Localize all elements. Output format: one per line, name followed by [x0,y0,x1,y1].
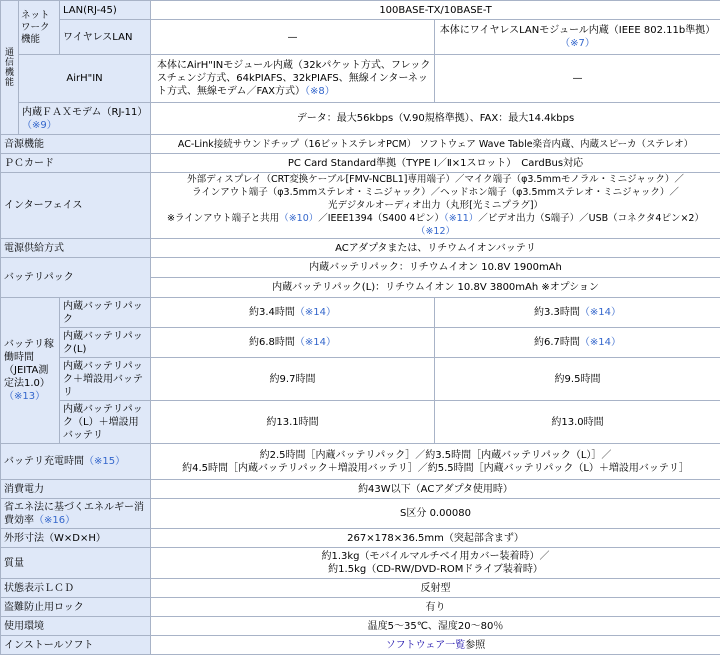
row-runtime-3 [1,358,720,401]
rt2-right-note: （※14） [579,337,621,348]
rt1-left-note: （※14） [294,307,336,318]
if-line-2: ラインアウト端子（φ3.5mmステレオ・ミニジャック）／ヘッドホン端子（φ3.5mmステレオ・ミニジャック）／ [192,187,679,198]
wlan-left: — [151,20,435,55]
airh-note: （※8） [305,86,335,97]
if-line-4 [152,212,719,238]
if-line-4c: ／ビデオ出力（S端子）／USB（コネクタ4ピン×2） [478,213,704,224]
runtime-label [1,298,60,444]
charge-note: （※15） [84,456,126,467]
runtime-note: （※13） [4,391,46,402]
rt2-label: 内蔵バッテリパック(L) [60,328,151,358]
software-list-link[interactable]: ソフトウェア一覧 [385,639,466,651]
wlan-label: ワイヤレスLAN [60,20,151,55]
charge-line-1: 約2.5時間［内蔵バッテリパック］／約3.5時間［内蔵バッテリパック（L）］／ [259,449,612,461]
charge-line-2: 約4.5時間［内蔵バッテリパック＋増設用バッテリ］／約5.5時間［内蔵バッテリパック（L）＋増設用バッテリ］ [182,462,689,474]
rt1-label: 内蔵バッテリパック [60,298,151,328]
wlan-right [435,20,720,55]
airh-right: — [435,55,720,103]
if-line-3: 光デジタルオーディオ出力（丸形[光ミニプラグ]） [327,200,544,211]
consumption-label: 消費電力 [1,480,151,499]
dimensions-value: 267×178×36.5mm（突起部含まず） [151,529,720,548]
audio-value: AC-Link接続サウンドチップ（16ビットステレオPCM） ソフトウェア Wave Table楽音内蔵、内蔵スピーカ（ステレオ） [151,135,720,154]
rt3-label: 内蔵バッテリパック＋増設用バッテリ [60,358,151,401]
airh-left [151,55,435,103]
charge-label [1,444,151,480]
mass-value [151,548,720,579]
row-runtime-1 [1,298,720,328]
row-airh [1,55,720,103]
lock-label: 盗難防止用ロック [1,598,151,617]
row-wlan [1,20,720,55]
fax-value: データ：最大56kbps（V.90規格準拠）、FAX：最大14.4kbps [151,103,720,135]
rt1-right-text: 約3.3時間 [533,307,580,318]
battery-value-2: 内蔵バッテリパック(L)：リチウムイオン 10.8V 3800mAh ※オプション [151,278,720,298]
wlan-note: （※7） [560,38,595,49]
fax-label [19,103,151,135]
rt2-right-text: 約6.7時間 [533,337,580,348]
if-label: インターフェイス [1,173,151,239]
mass-line-1: 約1.3kg（モバイルマルチベイ用カバー装着時）／ [321,551,550,562]
row-runtime-4 [1,401,720,444]
mass-line-2: 約1.5kg（CD-RW/DVD-ROMドライブ装着時） [328,564,543,575]
rt2-left-text: 約6.8時間 [248,337,295,348]
mass-label: 質量 [1,548,151,579]
rt2-left [151,328,435,358]
if-line-4a: ※ラインアウト端子と共用 [167,213,280,224]
rt2-left-note: （※14） [294,337,336,348]
runtime-label-text: バッテリ稼働時間（JEITA測定法1.0） [4,339,54,389]
lcd-value: 反射型 [151,579,720,598]
row-lock [1,598,720,617]
if-line-4b: ／IEEE1394（S400 4ピン） [318,213,444,224]
comm-group-label: 通信機能 [1,1,19,135]
dimensions-label: 外形寸法（W×D×H） [1,529,151,548]
battery-label: バッテリパック [1,258,151,298]
network-label: ネットワーク機能 [19,1,60,55]
if-line-1: 外部ディスプレイ（CRT変換ケーブル[FMV-NCBL1]専用端子）／マイク端子（φ3.5mmモノラル・ミニジャック）／ [187,174,684,185]
charge-value [151,444,720,480]
row-power [1,239,720,258]
soft-suffix: 参照 [465,639,486,651]
efficiency-label [1,499,151,529]
row-consumption [1,480,720,499]
charge-label-text: バッテリ充電時間 [4,456,84,467]
fax-label-text: 内蔵ＦＡＸモデム（RJ-11） [22,106,148,118]
efficiency-label-text: 省エネ法に基づくエネルギー消費効率 [4,501,144,526]
env-value: 温度5～35℃、湿度20～80％ [151,617,720,636]
rt1-right [435,298,720,328]
rt3-right: 約9.5時間 [435,358,720,401]
row-dimensions [1,529,720,548]
power-label: 電源供給方式 [1,239,151,258]
row-lan [1,1,720,20]
rt1-right-note: （※14） [579,307,621,318]
efficiency-value: S区分 0.00080 [151,499,720,529]
row-audio [1,135,720,154]
battery-value-1: 内蔵バッテリパック：リチウムイオン 10.8V 1900mAh [151,258,720,278]
if-note-10: （※10） [279,213,319,224]
wlan-right-text: 本体にワイヤレスLANモジュール内蔵（IEEE 802.11b準拠） [439,25,716,36]
row-fax [1,103,720,135]
efficiency-note: （※16） [34,514,76,526]
power-value: ACアダプタまたは、リチウムイオンバッテリ [151,239,720,258]
airh-label: AirH"IN [19,55,151,103]
row-pccard [1,154,720,173]
row-charge [1,444,720,480]
if-note-12: （※12） [415,226,456,237]
env-label: 使用環境 [1,617,151,636]
pc-value: PC Card Standard準拠（TYPE Ⅰ／Ⅱ×1スロット） CardBus対応 [151,154,720,173]
consumption-value: 約43W以下（ACアダプタ使用時） [151,480,720,499]
row-software [1,636,720,655]
row-runtime-2 [1,328,720,358]
soft-label: インストールソフト [1,636,151,655]
rt4-label: 内蔵バッテリパック（L）＋増設用バッテリ [60,401,151,444]
row-lcd [1,579,720,598]
rt1-left-text: 約3.4時間 [248,307,295,318]
lock-value: 有り [151,598,720,617]
if-note-11: （※11） [443,213,479,224]
if-value [151,173,720,239]
lan-value: 100BASE-TX/10BASE-T [151,1,720,20]
fax-note: （※9） [22,119,57,131]
lan-label: LAN(RJ-45) [60,1,151,20]
row-mass [1,548,720,579]
soft-value [151,636,720,655]
row-interface [1,173,720,239]
rt1-left [151,298,435,328]
airh-left-text: 本体にAirH"INモジュール内蔵（32kパケット方式、フレックスチェンジ方式、64kPIAFS、32kPIAFS、無線インターネット方式、無線モデム／FAX方式） [157,60,431,97]
rt3-left: 約9.7時間 [151,358,435,401]
row-efficiency [1,499,720,529]
rt4-left: 約13.1時間 [151,401,435,444]
row-battery-1 [1,258,720,278]
lcd-label: 状態表示ＬＣＤ [1,579,151,598]
row-environment [1,617,720,636]
audio-label: 音源機能 [1,135,151,154]
rt2-right [435,328,720,358]
pc-label: ＰＣカード [1,154,151,173]
rt4-right: 約13.0時間 [435,401,720,444]
